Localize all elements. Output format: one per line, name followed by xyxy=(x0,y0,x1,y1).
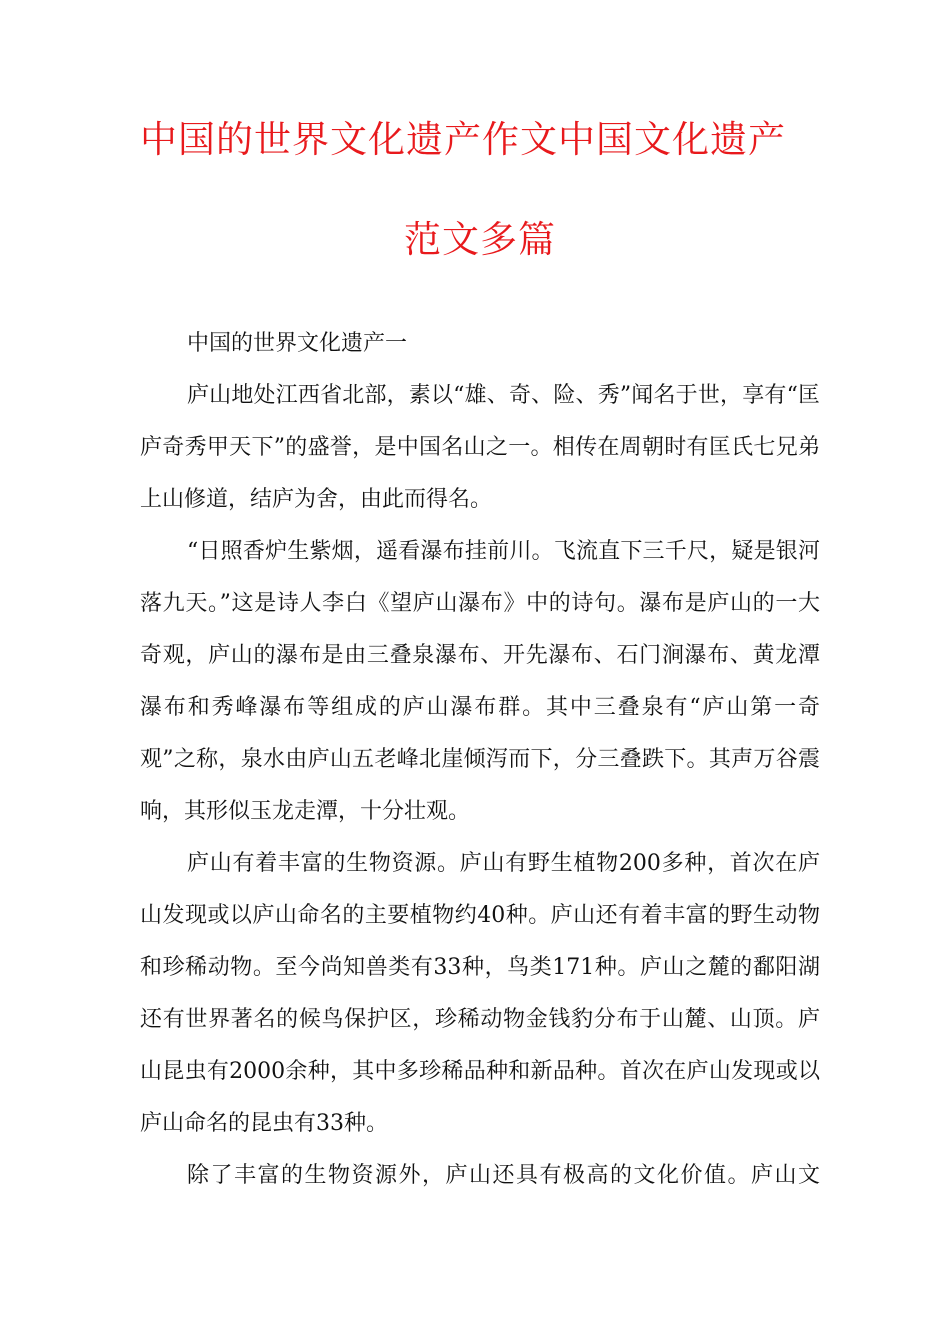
document-body xyxy=(140,318,820,1202)
paragraph-biology: 庐山有着丰富的生物资源。庐山有野生植物200多种，首次在庐山发现或以庐山命名的主要植物约40种。庐山还有着丰富的野生动物和珍稀动物。至今尚知兽类有33种，鸟类171种。庐山之麓的鄱阳湖还有世界著名的候鸟保护区，珍稀动物金钱豹分布于山麓、山顶。庐山昆虫有2000余种，其中多珍稀品种和新品种。首次在庐山发现或以庐山命名的昆虫有33种。 xyxy=(140,851,820,1136)
document-title-line-1: 中国的世界文化遗产作文中国文化遗产 xyxy=(140,118,786,161)
paragraph-intro: 庐山地处江西省北部，素以“雄、奇、险、秀”闻名于世，享有“匡庐奇秀甲天下”的盛誉，是中国名山之一。相传在周朝时有匡氏七兄弟上山修道，结庐为舍，由此而得名。 xyxy=(140,383,820,512)
section-heading: 中国的世界文化遗产一 xyxy=(187,331,408,356)
document-title-line-2: 范文多篇 xyxy=(404,218,556,261)
paragraph-waterfalls: “日照香炉生紫烟，遥看瀑布挂前川。飞流直下三千尺，疑是银河落九天。”这是诗人李白《望庐山瀑布》中的诗句。瀑布是庐山的一大奇观，庐山的瀑布是由三叠泉瀑布、开先瀑布、石门涧瀑布、黄龙潭瀑布和秀峰瀑布等组成的庐山瀑布群。其中三叠泉有“庐山第一奇观”之称，泉水由庐山五老峰北崖倾泻而下，分三叠跌下。其声万谷震响，其形似玉龙走潭，十分壮观。 xyxy=(140,539,820,824)
paragraph-culture: 除了丰富的生物资源外，庐山还具有极高的文化价值。庐山文 xyxy=(187,1163,820,1188)
